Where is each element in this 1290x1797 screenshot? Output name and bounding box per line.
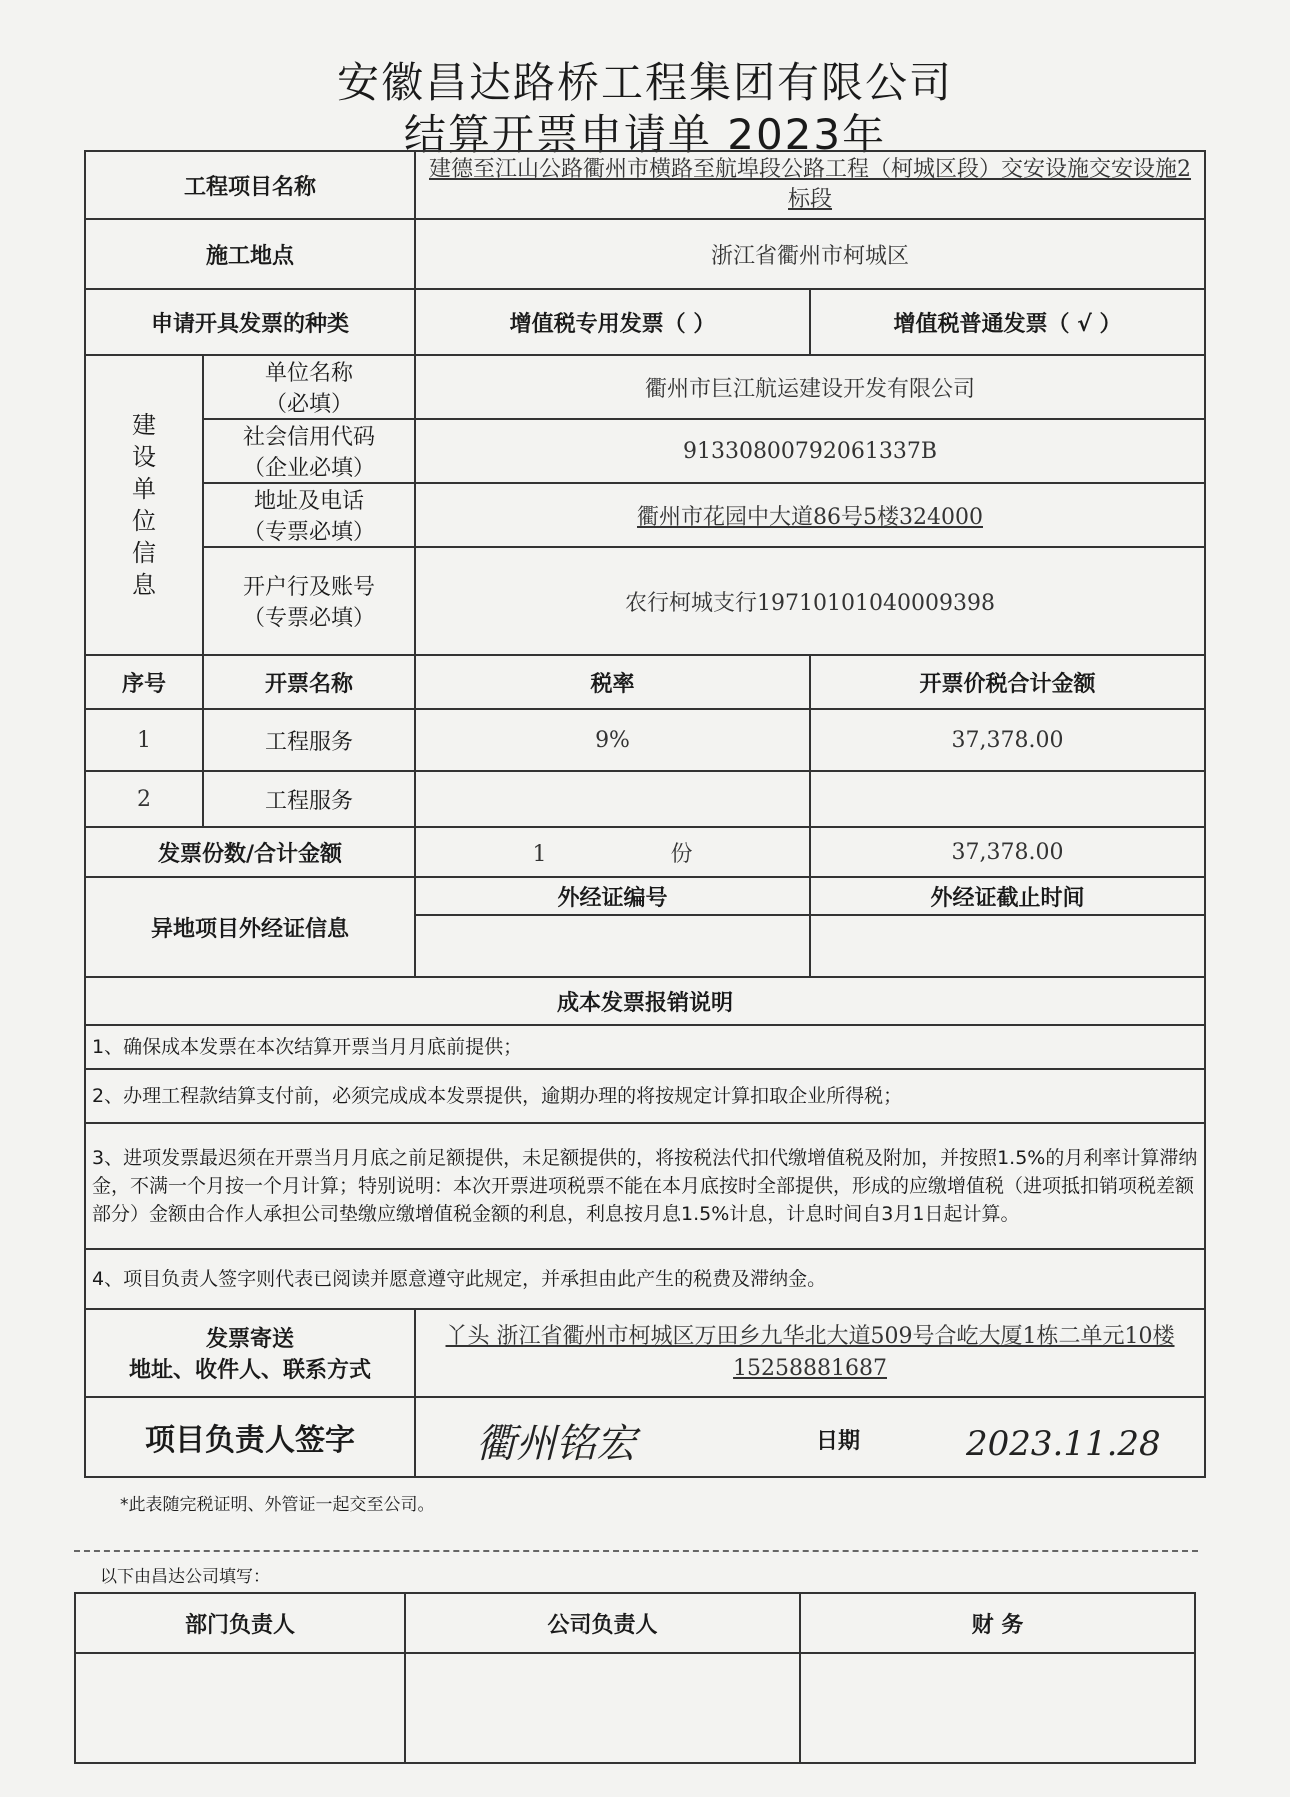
table-row xyxy=(85,709,1205,771)
invoice-type-normal[interactable]: 增值税普通发票（ √ ） xyxy=(810,289,1205,355)
col-header-no: 序号 xyxy=(85,655,203,709)
bank-account-required: （专票必填） xyxy=(243,606,376,631)
builder-section-label xyxy=(85,355,203,655)
row-amount[interactable]: 37,378.00 xyxy=(810,709,1205,771)
invoice-type-label: 申请开具发票的种类 xyxy=(85,289,415,355)
date-value: 2023.11.28 xyxy=(966,1424,1161,1464)
row-name[interactable]: 工程服务 xyxy=(203,709,415,771)
unit-name-label xyxy=(203,355,415,419)
signature-handwriting: 衢州铭宏 xyxy=(476,1421,637,1467)
dept-head-sign[interactable] xyxy=(75,1653,405,1763)
external-cert-label: 异地项目外经证信息 xyxy=(85,877,415,977)
address-phone-label-text: 地址及电话 xyxy=(254,489,365,514)
note-3: 3、进项发票最迟须在开票当月月底之前足额提供，未足额提供的，将按税法代扣代缴增值税及附加，并按照1.5%的月利率计算滞纳金，不满一个月按一个月计算；特别说明：本次开票进项税票不能在本月底按时全部提供，形成的应缴增值税（进项抵扣销项税差额部分）金额由合作人承担公司垫缴应缴增值税金额的利息，利息按月息1.5%计息，计息时间自3月1日起计算。 xyxy=(85,1123,1205,1249)
address-phone-value[interactable]: 衢州市花园中大道86号5楼324000 xyxy=(415,483,1205,547)
company-approval-table xyxy=(74,1592,1196,1764)
totals-label: 发票份数/合计金额 xyxy=(85,827,415,877)
credit-code-label-text: 社会信用代码 xyxy=(243,425,376,450)
mailing-label-line2: 地址、收件人、联系方式 xyxy=(129,1358,372,1383)
bank-account-value[interactable]: 农行柯城支行19710101040009398 xyxy=(415,547,1205,655)
bank-account-label xyxy=(203,547,415,655)
dept-head-label: 部门负责人 xyxy=(75,1593,405,1653)
mailing-value[interactable]: 丫头 浙江省衢州市柯城区万田乡九华北大道509号合屹大厦1栋二单元10楼 15258881687 xyxy=(415,1309,1205,1397)
totals-amount[interactable]: 37,378.00 xyxy=(810,827,1205,877)
note-1: 1、确保成本发票在本次结算开票当月月底前提供； xyxy=(85,1025,1205,1069)
unit-name-label-text: 单位名称 xyxy=(265,361,354,386)
credit-code-required: （企业必填） xyxy=(243,456,376,481)
signature-label: 项目负责人签字 xyxy=(85,1397,415,1477)
external-cert-deadline-label: 外经证截止时间 xyxy=(810,877,1205,915)
invoice-type-special[interactable]: 增值税专用发票（ ） xyxy=(415,289,810,355)
company-title: 安徽昌达路桥工程集团有限公司 xyxy=(336,58,953,107)
project-name-value[interactable]: 建德至江山公路衢州市横路至航埠段公路工程（柯城区段）交安设施交安设施2标段 xyxy=(415,151,1205,219)
notes-title: 成本发票报销说明 xyxy=(85,977,1205,1025)
date-label: 日期 xyxy=(816,1429,861,1454)
mailing-label xyxy=(85,1309,415,1397)
external-cert-no-value[interactable] xyxy=(415,915,810,977)
bank-account-label-text: 开户行及账号 xyxy=(243,575,376,600)
totals-count-cell[interactable] xyxy=(415,827,810,877)
finance-sign[interactable] xyxy=(800,1653,1195,1763)
company-fill-intro: 以下由昌达公司填写： xyxy=(100,1567,270,1587)
note-2: 2、办理工程款结算支付前，必须完成成本发票提供，逾期办理的将按规定计算扣取企业所得税； xyxy=(85,1069,1205,1123)
note-4: 4、项目负责人签字则代表已阅读并愿意遵守此规定，并承担由此产生的税费及滞纳金。 xyxy=(85,1249,1205,1309)
col-header-name: 开票名称 xyxy=(203,655,415,709)
form-title: 结算开票申请单 2023年 xyxy=(403,110,887,159)
footnote: *此表随完税证明、外管证一起交至公司。 xyxy=(120,1495,435,1515)
row-amount[interactable] xyxy=(810,771,1205,827)
mailing-label-line1: 发票寄送 xyxy=(206,1327,295,1352)
row-name[interactable]: 工程服务 xyxy=(203,771,415,827)
table-row xyxy=(85,771,1205,827)
row-rate[interactable] xyxy=(415,771,810,827)
row-rate[interactable]: 9% xyxy=(415,709,810,771)
row-no: 1 xyxy=(85,709,203,771)
address-phone-required: （专票必填） xyxy=(243,520,376,545)
signature-cell[interactable] xyxy=(415,1397,1205,1477)
col-header-rate: 税率 xyxy=(415,655,810,709)
col-header-amount: 开票价税合计金额 xyxy=(810,655,1205,709)
unit-name-required: （必填） xyxy=(265,392,354,417)
company-head-label: 公司负责人 xyxy=(405,1593,800,1653)
site-label: 施工地点 xyxy=(85,219,415,289)
project-name-label: 工程项目名称 xyxy=(85,151,415,219)
cut-line xyxy=(74,1550,1198,1552)
unit-name-value[interactable]: 衢州市巨江航运建设开发有限公司 xyxy=(415,355,1205,419)
totals-count: 1 xyxy=(532,841,547,867)
finance-label: 财 务 xyxy=(800,1593,1195,1653)
totals-count-unit: 份 xyxy=(670,841,693,867)
address-phone-label xyxy=(203,483,415,547)
credit-code-value[interactable]: 91330800792061337B xyxy=(415,419,1205,483)
external-cert-deadline-value[interactable] xyxy=(810,915,1205,977)
company-head-sign[interactable] xyxy=(405,1653,800,1763)
builder-section-text: 建设单位信息 xyxy=(132,411,156,599)
settlement-form-table xyxy=(84,150,1206,1478)
row-no: 2 xyxy=(85,771,203,827)
site-value[interactable]: 浙江省衢州市柯城区 xyxy=(415,219,1205,289)
credit-code-label xyxy=(203,419,415,483)
external-cert-no-label: 外经证编号 xyxy=(415,877,810,915)
